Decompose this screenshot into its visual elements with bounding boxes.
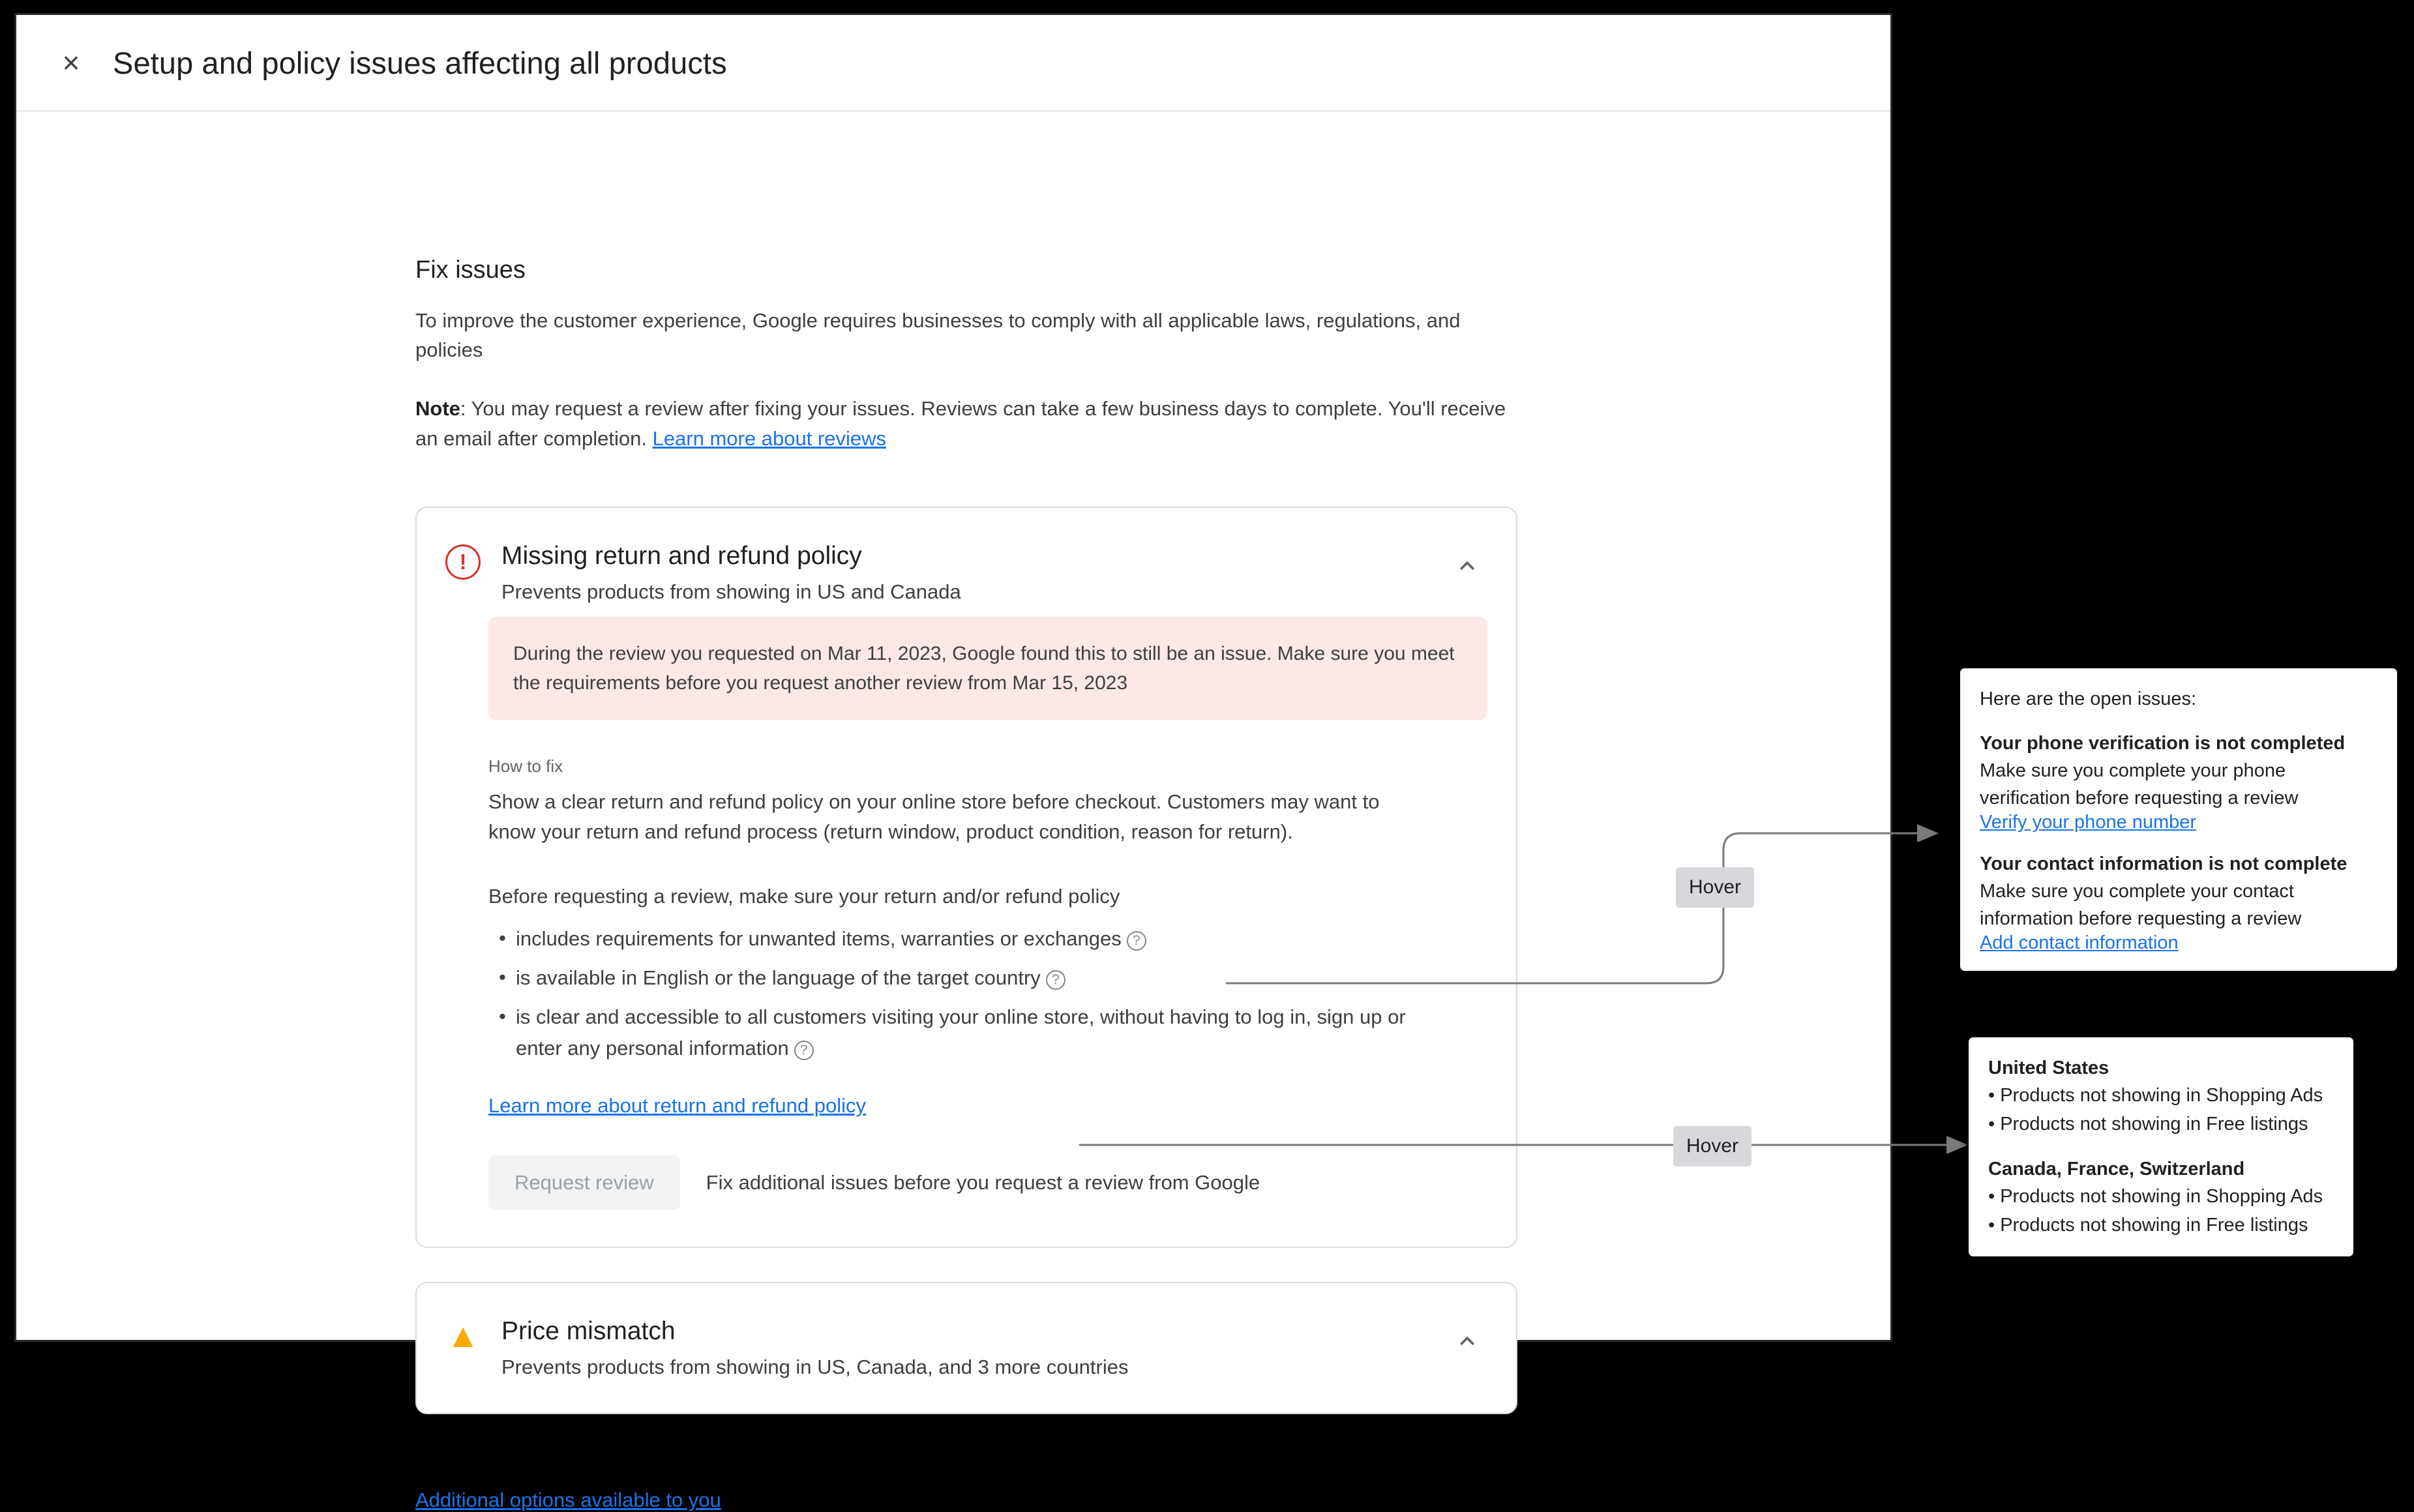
page-title: Setup and policy issues affecting all products	[113, 45, 727, 80]
list-item: • Products not showing in Free listings	[1988, 1113, 2308, 1134]
hover-chip-2: Hover	[1673, 1126, 1751, 1166]
additional-options-link[interactable]: Additional options available to you	[415, 1489, 721, 1512]
issue-subtitle: Prevents products from showing in US, Canada, and 3 more countries	[501, 1356, 1129, 1379]
help-icon[interactable]: ?	[1127, 931, 1146, 951]
request-review-button[interactable]: Request review	[488, 1155, 680, 1210]
list-item: • Products not showing in Shopping Ads	[1988, 1085, 2323, 1106]
issues-dialog	[14, 13, 1892, 1512]
country-group-title: Canada, France, Switzerland	[1988, 1159, 2245, 1180]
note-body: : You may request a review after fixing your issues. Reviews can take a few business days to complete. You'll receive an email after completion.	[415, 396, 1506, 451]
hover-chip-1: Hover	[1676, 867, 1754, 908]
warning-triangle-icon: ▲	[446, 1317, 480, 1356]
requirement-text: is available in English or the language of the target country	[516, 966, 1041, 990]
help-icon[interactable]: ?	[794, 1041, 814, 1060]
howto-text: Show a clear return and refund policy on your online store before checkout. Customers may want to know your return and refund process (return window, product condition, reason for return).	[488, 790, 1380, 844]
issue-subtitle: Prevents products from showing in US and Canada	[501, 580, 961, 603]
tooltip-issue-text: Make sure you complete your contact information before requesting a review	[1980, 881, 2302, 930]
requirements-intro: Before requesting a review, make sure your return and/or refund policy	[488, 884, 1120, 908]
issue-card-heading-text	[501, 542, 1447, 604]
note-label: Note	[415, 396, 460, 420]
close-icon[interactable]: ×	[62, 46, 80, 80]
request-review-hint: Fix additional issues before you request a review from Google	[706, 1171, 1260, 1194]
section-title: Fix issues	[415, 256, 526, 284]
list-item	[488, 1001, 1447, 1064]
content-column	[415, 111, 1517, 1512]
requirement-text: is clear and accessible to all customers visiting your online store, without having to log in, sign up or enter any personal information	[516, 1005, 1406, 1060]
tooltip-intro: Here are the open issues:	[1980, 689, 2197, 709]
issue-card-header[interactable]	[417, 1283, 1516, 1413]
chevron-up-icon[interactable]	[1447, 546, 1487, 586]
issue-card-header[interactable]	[417, 508, 1516, 617]
error-circle-icon: !	[445, 544, 481, 580]
issue-card-price-mismatch	[415, 1282, 1517, 1414]
issue-card-heading-text	[501, 1317, 1447, 1379]
country-group-title: United States	[1988, 1058, 2109, 1078]
learn-more-reviews-link[interactable]: Learn more about reviews	[652, 427, 886, 451]
intro-text: To improve the customer experience, Google requires businesses to comply with all applicable laws, regulations, and policies	[415, 309, 1461, 361]
dialog-body	[16, 111, 1890, 1512]
requirements-list	[488, 923, 1487, 1064]
learn-more-return-policy-link[interactable]: Learn more about return and refund policy	[488, 1094, 867, 1118]
tooltip-open-issues	[1958, 666, 2399, 973]
review-alert-banner: During the review you requested on Mar 11, 2023, Google found this to still be an issue. Make sure you meet the requirements before you request another review from Mar 15, 2023	[488, 617, 1487, 720]
issue-title: Missing return and refund policy	[501, 541, 862, 570]
list-item: • Products not showing in Shopping Ads	[1988, 1186, 2323, 1208]
requirement-text: includes requirements for unwanted items, warranties or exchanges	[516, 927, 1122, 951]
list-item	[488, 923, 1447, 955]
tooltip-affected-countries	[1967, 1035, 2355, 1258]
issue-card-body	[417, 617, 1516, 1247]
verify-phone-link[interactable]: Verify your phone number	[1980, 812, 2197, 833]
list-item: • Products not showing in Free listings	[1988, 1214, 2308, 1236]
howto-label: How to fix	[488, 756, 563, 776]
list-item	[488, 962, 1447, 994]
help-icon[interactable]: ?	[1046, 970, 1065, 990]
tooltip-issue-title: Your contact information is not complete	[1980, 853, 2347, 875]
issue-actions	[488, 1155, 1487, 1210]
tooltip-issue-title: Your phone verification is not completed	[1980, 733, 2346, 754]
note-text	[415, 394, 1511, 454]
chevron-up-icon[interactable]	[1447, 1321, 1487, 1361]
tooltip-issue-text: Make sure you complete your phone verification before requesting a review	[1980, 760, 2299, 809]
add-contact-info-link[interactable]: Add contact information	[1980, 932, 2179, 954]
dialog-header	[16, 15, 1890, 111]
issue-title: Price mismatch	[501, 1317, 676, 1346]
learn-more-row	[488, 1094, 1487, 1118]
issue-card-return-policy	[415, 507, 1517, 1249]
